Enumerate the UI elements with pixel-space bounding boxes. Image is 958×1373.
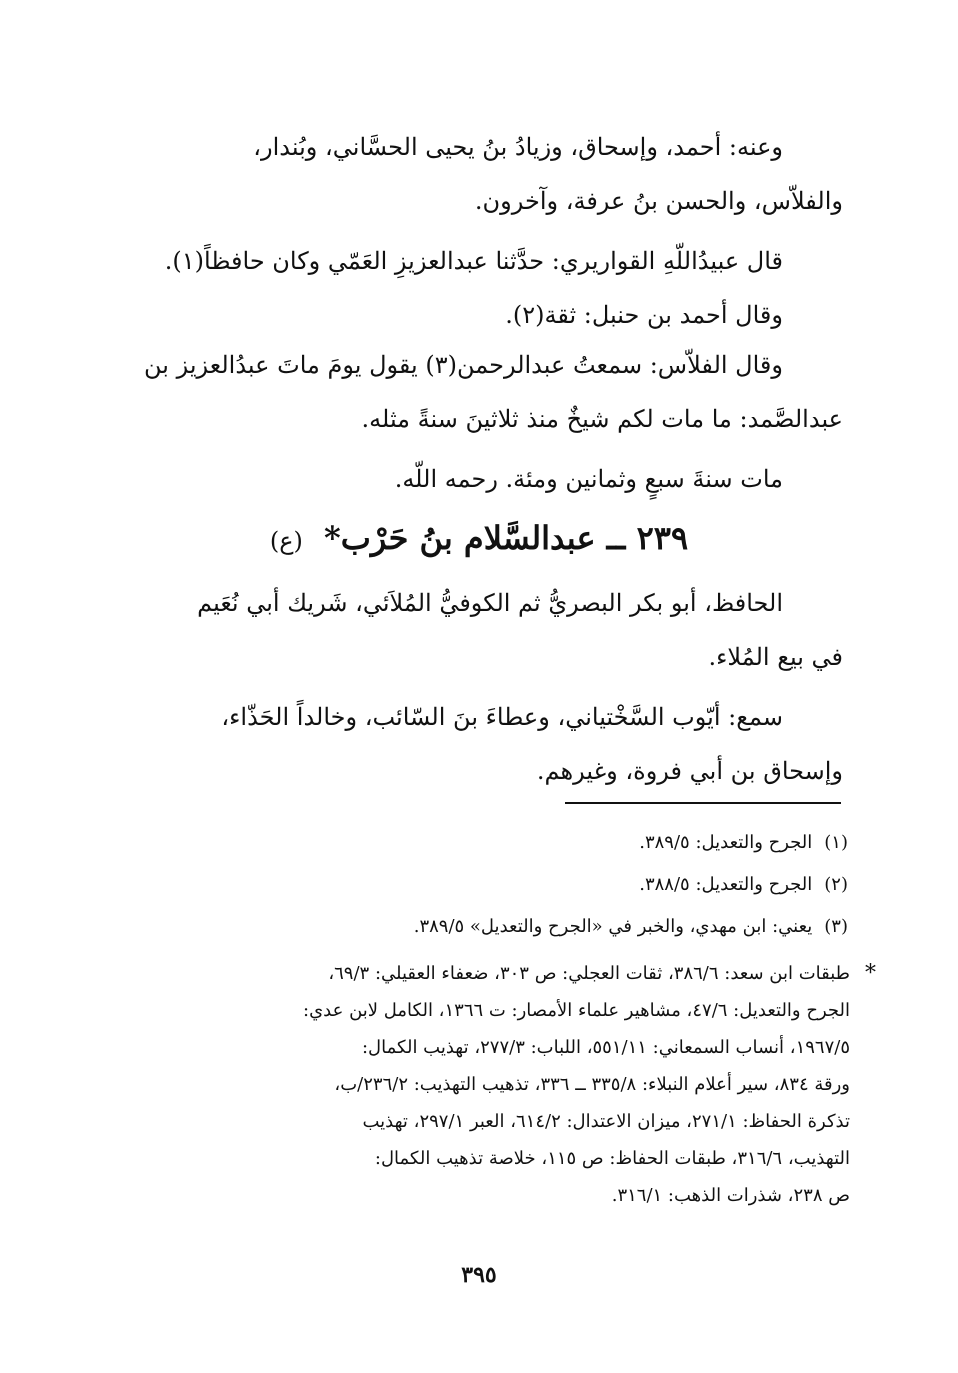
sources-note xyxy=(150,955,876,1214)
footnotes-list xyxy=(148,822,848,948)
sources-line: ١٩٦٧/٥، أنساب السمعاني: ٥٥١/١١، اللباب: ٢٧٧/٣، تهذيب الكمال: xyxy=(361,1037,850,1058)
text-line: الحافظ، أبو بكر البصريُّ ثم الكوفيُّ المُلاَئي، شَريك أبي نُعَيم xyxy=(197,589,783,617)
text-line: قال عبيدُاللّهِ القواريري: حدَّثنا عبدالعزيزِ العَمّي وكان حافظاً(١). xyxy=(164,247,783,275)
sources-line: ورقة ٨٣٤، سير أعلام النبلاء: ٣٣٥/٨ ــ ٣٣٦، تذهيب التهذيب: ٢٣٦/٢/ب، xyxy=(334,1074,850,1095)
footnote-number: (٢) xyxy=(824,874,848,895)
text-line: وعنه: أحمد، وإسحاق، وزيادُ بنُ يحيى الحسَّاني، وبُندار، xyxy=(253,133,783,161)
footnote-item xyxy=(148,864,848,906)
paragraph-biography xyxy=(143,576,843,684)
footnote-number: (٣) xyxy=(824,916,848,937)
sources-line: التهذيب، ٣١٦/٦، طبقات الحفاظ: ص ١١٥، خلاصة تذهيب الكمال: xyxy=(374,1148,850,1169)
text-line: وإسحاق بن أبي فروة، وغيرهم. xyxy=(536,757,843,785)
footnote-text: يعني: ابن مهدي، والخبر في «الجرح والتعديل» ٣٨٩/٥. xyxy=(413,916,813,937)
paragraph-qawariri-quote xyxy=(143,234,843,288)
text-line: في بيع المُلاء. xyxy=(708,643,843,671)
paragraph-narrators xyxy=(143,120,843,228)
text-line: عبدالصَّمد: ما مات لكم شيخٌ منذ ثلاثينَ سنةً مثله. xyxy=(361,405,843,433)
paragraph-ahmad-quote xyxy=(143,288,843,342)
footnote-item xyxy=(148,822,848,864)
footnote-number: (١) xyxy=(824,832,848,853)
entry-title xyxy=(0,508,958,571)
footnote-text: الجرح والتعديل: ٣٨٨/٥. xyxy=(639,874,813,895)
asterisk-marker: * xyxy=(865,961,876,986)
entry-number-name: ٢٣٩ ــ عبدالسَّلام بنُ حَرْب* xyxy=(324,519,689,557)
footnote-separator xyxy=(565,802,841,804)
paragraph-teachers xyxy=(143,690,843,798)
text-line: سمع: أيّوب السَّخْتياني، وعطاءَ بنَ السّائب، وخالداً الحَذّاء، xyxy=(221,703,783,731)
footnote-item xyxy=(148,906,848,948)
entry-code: (ع) xyxy=(269,527,303,555)
sources-line: الجرح والتعديل: ٤٧/٦، مشاهير علماء الأمصار: ت ١٣٦٦، الكامل لابن عدي: xyxy=(303,1000,850,1021)
paragraph-fallas-quote xyxy=(143,338,843,446)
text-line: مات سنةَ سبعٍ وثمانين ومئة. رحمه اللّه. xyxy=(394,465,783,493)
sources-line: تذكرة الحفاظ: ٢٧١/١، ميزان الاعتدال: ٦١٤/٢، العبر ٢٩٧/١، تهذيب xyxy=(362,1111,850,1132)
footnote-text: الجرح والتعديل: ٣٨٩/٥. xyxy=(639,832,813,853)
text-line: وقال الفلاّس: سمعتُ عبدالرحمن(٣) يقول يومَ ماتَ عبدُالعزيز بن xyxy=(144,351,783,379)
text-line: وقال أحمد بن حنبل: ثقة(٢). xyxy=(505,301,783,329)
sources-line: طبقات ابن سعد: ٣٨٦/٦، ثقات العجلي: ص ٣٠٣، ضعفاء العقيلي: ٦٩/٣، xyxy=(328,963,850,984)
page-number: ٣٩٥ xyxy=(461,1262,497,1288)
paragraph-death-date xyxy=(143,452,843,506)
text-line: والفلاّس، والحسن بنُ عرفة، وآخرون. xyxy=(474,187,843,215)
sources-line: ص ٢٣٨، شذرات الذهب: ٣١٦/١. xyxy=(611,1185,850,1206)
